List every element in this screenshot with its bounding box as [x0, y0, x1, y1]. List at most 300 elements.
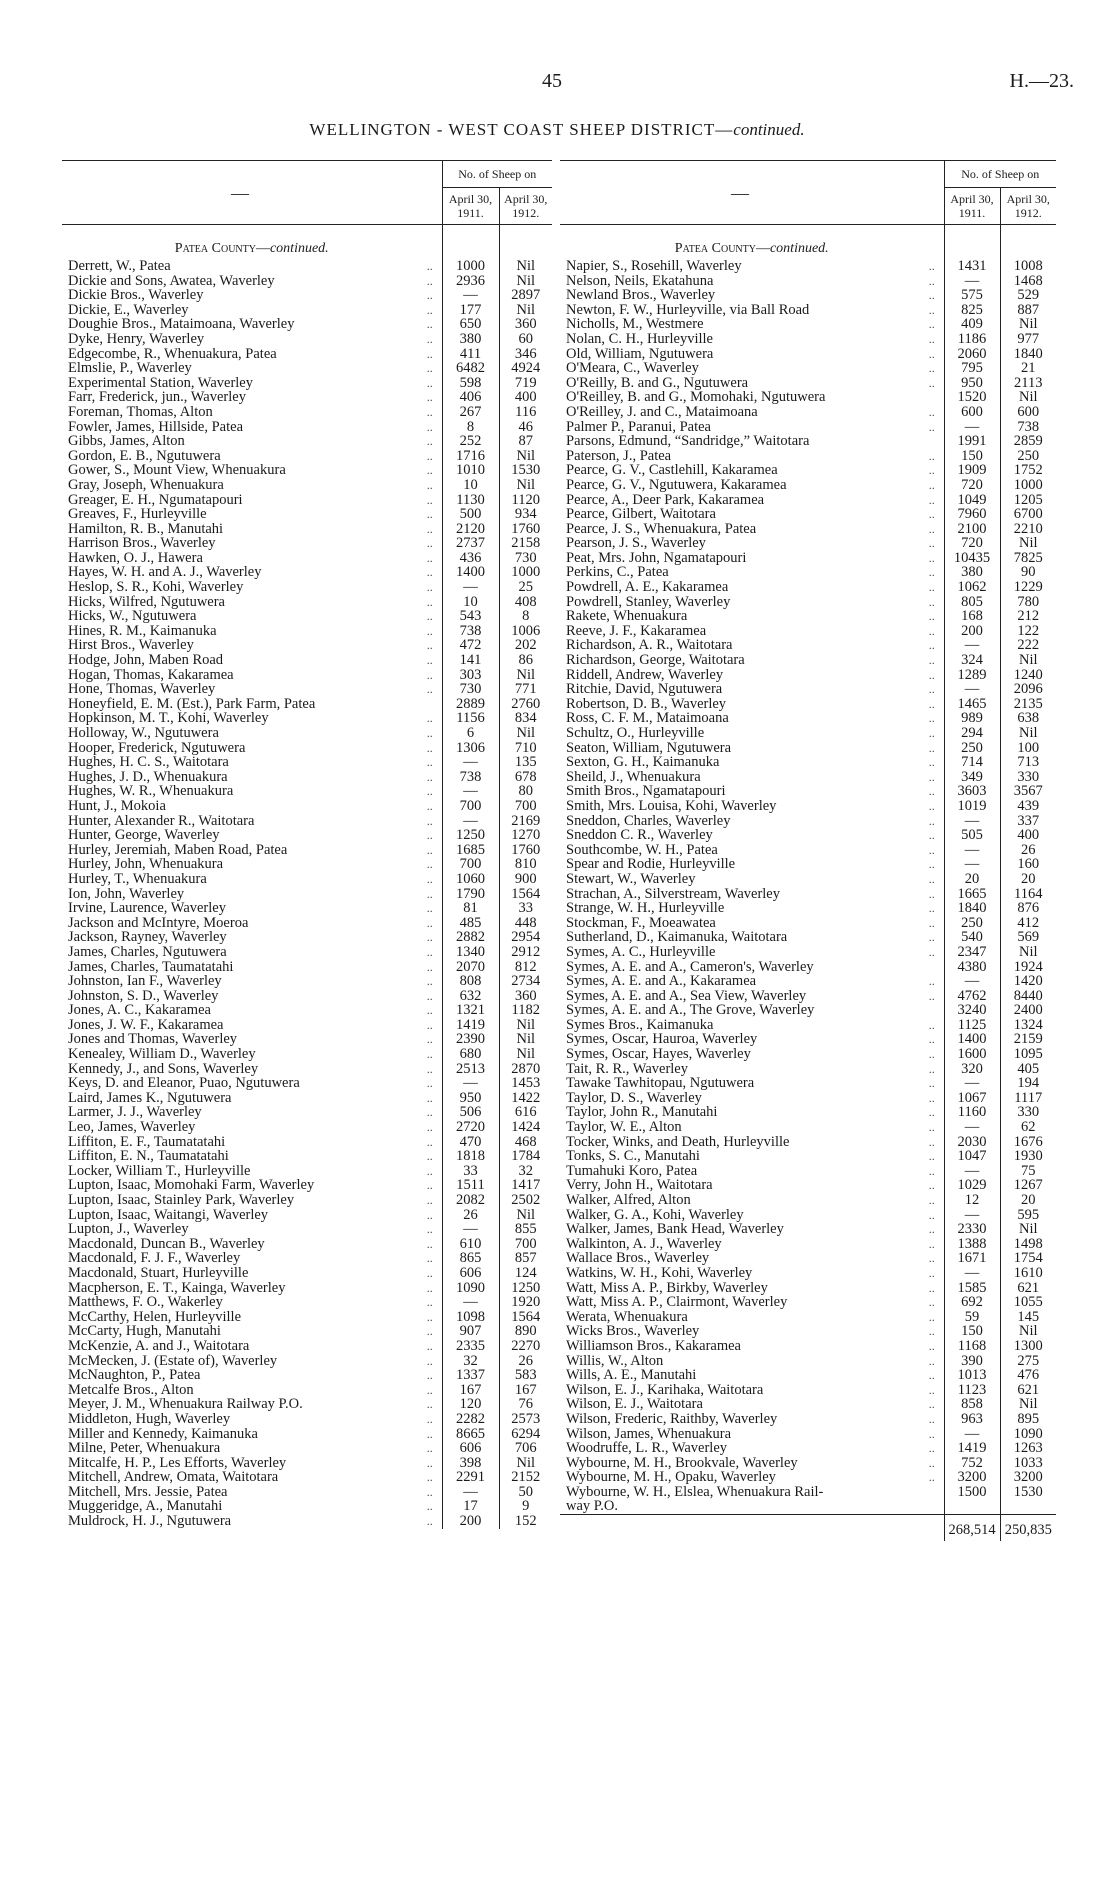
leader-dots: .. [928, 565, 935, 580]
sheep-1911: 1431 [944, 259, 1000, 274]
sheep-1912: 1453 [499, 1076, 552, 1091]
owner-name: Strachan, A., Silverstream, Waverley [566, 886, 780, 902]
leader-dots: .. [426, 1338, 433, 1353]
sheep-1911: — [944, 1266, 1000, 1281]
leader-dots: .. [426, 550, 433, 565]
sheep-1911: 2335 [442, 1339, 499, 1354]
sheep-1911: — [442, 1222, 499, 1237]
sheep-1911: 1585 [944, 1281, 1000, 1296]
sheep-1912: 1229 [1000, 580, 1056, 595]
sheep-1912: 529 [1000, 288, 1056, 303]
sheep-1911: 825 [944, 303, 1000, 318]
sheep-1911: 865 [442, 1251, 499, 1266]
leader-dots: .. [426, 273, 433, 288]
owner-name: Nelson, Neils, Ekatahuna [566, 273, 714, 289]
sheep-1911: — [944, 1076, 1000, 1091]
sheep-1911: 250 [944, 916, 1000, 931]
leader-dots: .. [426, 871, 433, 886]
table-row [62, 770, 552, 785]
sheep-1911: 680 [442, 1047, 499, 1062]
leader-dots: .. [928, 1105, 935, 1120]
table-row [560, 565, 1056, 580]
leader-dots: .. [928, 419, 935, 434]
owner-name: Foreman, Thomas, Alton [68, 404, 213, 420]
table-row [62, 274, 552, 289]
leader-dots: .. [426, 1076, 433, 1091]
sheep-1911: 543 [442, 609, 499, 624]
owner-name: Newton, F. W., Hurleyville, via Ball Road [566, 302, 810, 318]
owner-name: Jones, J. W. F., Kakaramea [68, 1017, 224, 1033]
leader-dots: .. [426, 419, 433, 434]
leader-dots: .. [928, 1120, 935, 1135]
owner-name: Hicks, W., Ngutuwera [68, 609, 197, 624]
sheep-1911: 4380 [944, 960, 1000, 975]
table-row [62, 711, 552, 726]
owner-name: Tawake Tawhitopau, Ngutuwera [566, 1076, 755, 1091]
sheep-1912: 1117 [1000, 1091, 1056, 1106]
sheep-1912: 2859 [1000, 434, 1056, 449]
table-row [560, 288, 1056, 303]
table-row [560, 1076, 1056, 1091]
sheep-1911: 2390 [442, 1032, 499, 1047]
leader-dots: .. [928, 696, 935, 711]
table-row [62, 1047, 552, 1062]
sheep-1912: 400 [499, 390, 552, 405]
sheep-1911: 81 [442, 901, 499, 916]
table-row [560, 653, 1056, 668]
table-row [62, 288, 552, 303]
owner-name: Pearce, G. V., Castlehill, Kakaramea [566, 463, 778, 478]
table-row [62, 463, 552, 478]
sheep-1912: 2734 [499, 974, 552, 989]
owner-name: Wicks Bros., Waverley [566, 1324, 700, 1339]
owner-name: Hughes, J. D., Whenuakura [68, 769, 228, 785]
owner-name: Sexton, G. H., Kaimanuka [566, 755, 720, 770]
table-row [560, 945, 1056, 960]
leader-dots: .. [426, 594, 433, 609]
table-row [62, 1368, 552, 1383]
owner-name: Mitchell, Mrs. Jessie, Patea [68, 1484, 228, 1500]
sheep-1912: 1300 [1000, 1339, 1056, 1354]
owner-name: Palmer P., Paranui, Patea [566, 419, 711, 435]
owner-name: Miller and Kennedy, Kaimanuka [68, 1426, 258, 1442]
sheep-1912: Nil [1000, 1324, 1056, 1339]
sheep-1911: 1168 [944, 1339, 1000, 1354]
table-row [62, 1135, 552, 1150]
leader-dots: .. [928, 1338, 935, 1353]
leader-dots: .. [426, 1353, 433, 1368]
leader-dots: .. [928, 609, 935, 624]
table-row [560, 1383, 1056, 1398]
table-row [560, 536, 1056, 551]
sheep-1912: 448 [499, 916, 552, 931]
sheep-1911: — [442, 755, 499, 770]
owner-name: Hogan, Thomas, Kakaramea [68, 667, 234, 683]
sheep-1911: 506 [442, 1105, 499, 1120]
leader-dots: .. [426, 653, 433, 668]
leader-dots: .. [426, 361, 433, 376]
leader-dots: .. [426, 798, 433, 813]
sheep-1911: 1098 [442, 1310, 499, 1325]
sheep-1912: 75 [1000, 1164, 1056, 1179]
owner-name: Rakete, Whenuakura [566, 609, 688, 624]
sheep-1912: 857 [499, 1251, 552, 1266]
sheep-1912: 1008 [1000, 259, 1056, 274]
owner-name: Hopkinson, M. T., Kohi, Waverley [68, 711, 269, 726]
leader-dots: .. [426, 1455, 433, 1470]
leader-dots: .. [928, 1163, 935, 1178]
sheep-1911: 989 [944, 711, 1000, 726]
table-row [62, 536, 552, 551]
leader-dots: .. [426, 463, 433, 478]
table-row [560, 887, 1056, 902]
sheep-1911: 795 [944, 361, 1000, 376]
leader-dots: .. [426, 1382, 433, 1397]
sheep-1912: 1422 [499, 1091, 552, 1106]
sheep-1912: 2502 [499, 1193, 552, 1208]
sheep-1911: 692 [944, 1295, 1000, 1310]
table-row [560, 1441, 1056, 1456]
owner-name: Taylor, W. E., Alton [566, 1120, 682, 1135]
table-row [62, 960, 552, 975]
sheep-1912: Nil [499, 259, 552, 274]
owner-name: Derrett, W., Patea [68, 259, 171, 274]
table-row [560, 1427, 1056, 1442]
owner-name: Sheild, J., Whenuakura [566, 769, 701, 785]
leader-dots: .. [426, 1207, 433, 1222]
sheep-1911: 1090 [442, 1281, 499, 1296]
sheep-1912: 876 [1000, 901, 1056, 916]
leader-dots: .. [928, 288, 935, 303]
sheep-1911: 1419 [442, 1018, 499, 1033]
leader-dots: .. [928, 1353, 935, 1368]
leader-dots: .. [928, 871, 935, 886]
owner-name: Walker, Alfred, Alton [566, 1193, 691, 1208]
owner-name: Wilson, Frederic, Raithby, Waverley [566, 1411, 778, 1427]
owner-name: Wybourne, M. H., Opaku, Waverley [566, 1470, 776, 1485]
leader-dots: .. [426, 580, 433, 595]
owner-name: Napier, S., Rosehill, Waverley [566, 259, 742, 274]
sheep-1912: 1840 [1000, 347, 1056, 362]
totals-row [560, 1515, 1056, 1542]
table-row [560, 784, 1056, 799]
sheep-1912: Nil [499, 303, 552, 318]
leader-dots: .. [426, 988, 433, 1003]
table-row [560, 1032, 1056, 1047]
leader-dots: .. [426, 1397, 433, 1412]
owner-name: Locker, William T., Hurleyville [68, 1163, 251, 1179]
leader-dots: .. [426, 1105, 433, 1120]
owner-name: Dickie Bros., Waverley [68, 288, 204, 303]
leader-dots: .. [426, 1295, 433, 1310]
leader-dots: .. [426, 434, 433, 449]
owner-name: Tait, R. R., Waverley [566, 1061, 688, 1077]
sheep-1911: — [944, 814, 1000, 829]
table-row [560, 1456, 1056, 1471]
owner-name: Johnston, Ian F., Waverley [68, 974, 222, 989]
sheep-1911: 1400 [944, 1032, 1000, 1047]
sheep-on-header: No. of Sheep on [442, 161, 552, 188]
owner-name: Ritchie, David, Ngutuwera [566, 682, 723, 697]
leader-dots: .. [928, 1382, 935, 1397]
owner-name: O'Reilley, B. and G., Momohaki, Ngutuwera [566, 390, 826, 405]
leader-dots: .. [426, 259, 433, 273]
leader-dots [418, 697, 442, 712]
table-row [560, 1120, 1056, 1135]
table-row [560, 828, 1056, 843]
leader-dots: .. [928, 740, 935, 755]
sheep-1912: 330 [1000, 1105, 1056, 1120]
sheep-1912: 330 [1000, 770, 1056, 785]
sheep-1912: 412 [1000, 916, 1056, 931]
owner-name: Gibbs, James, Alton [68, 434, 185, 449]
leader-dots: .. [928, 726, 935, 740]
table-row [62, 449, 552, 464]
leader-dots: .. [928, 1178, 935, 1193]
sheep-1911: 200 [442, 1514, 499, 1529]
table-row [62, 1120, 552, 1135]
sheep-1912: 1182 [499, 1003, 552, 1018]
sheep-1911: 1419 [944, 1441, 1000, 1456]
table-row [560, 493, 1056, 508]
total-1911: 268,514 [944, 1515, 1000, 1542]
sheep-1911: 1000 [442, 259, 499, 274]
owner-name: McCarthy, Helen, Hurleyville [68, 1309, 242, 1325]
owner-name: Nicholls, M., Westmere [566, 317, 704, 332]
sheep-1911: 738 [442, 770, 499, 785]
leader-dots: .. [928, 1265, 935, 1280]
year-1911-header: April 30, 1911. [442, 188, 499, 225]
table-row [62, 1193, 552, 1208]
sheep-1911: — [944, 857, 1000, 872]
leader-dots: .. [426, 565, 433, 580]
sheep-1911: 26 [442, 1208, 499, 1223]
leader-dots: .. [426, 1178, 433, 1193]
sheep-1912: 1090 [1000, 1427, 1056, 1442]
owner-name: Wybourne, W. H., Elslea, Whenuakura Rail- [566, 1484, 824, 1500]
leader-dots: .. [426, 711, 433, 726]
leader-dots [920, 960, 944, 975]
sheep-1911: 470 [442, 1135, 499, 1150]
leader-dots: .. [426, 638, 433, 653]
sheep-1911: 8 [442, 420, 499, 435]
leader-dots: .. [426, 886, 433, 901]
table-row [62, 799, 552, 814]
table-row [62, 595, 552, 610]
owner-name: Farr, Frederick, jun., Waverley [68, 390, 246, 405]
sheep-1912: 32 [499, 1164, 552, 1179]
owner-name: Jones and Thomas, Waverley [68, 1032, 238, 1048]
owner-name: Paterson, J., Patea [566, 448, 672, 464]
table-row [560, 1499, 1056, 1514]
sheep-1911: 720 [944, 478, 1000, 493]
sheep-1911: 1062 [944, 580, 1000, 595]
sheep-on-header: No. of Sheep on [944, 161, 1056, 188]
table-row [62, 784, 552, 799]
sheep-1912: 621 [1000, 1383, 1056, 1398]
owner-name: Lupton, Isaac, Momohaki Farm, Waverley [68, 1178, 315, 1193]
table-row [62, 1105, 552, 1120]
sheep-1912: 1752 [1000, 463, 1056, 478]
table-row [560, 1339, 1056, 1354]
sheep-1911: 632 [442, 989, 499, 1004]
table-row [560, 1368, 1056, 1383]
sheep-1912: 887 [1000, 303, 1056, 318]
table-row [560, 741, 1056, 756]
table-row [560, 857, 1056, 872]
sheep-1912: 1324 [1000, 1018, 1056, 1033]
sheep-1912: 2912 [499, 945, 552, 960]
table-row [62, 1062, 552, 1077]
table-row [560, 1251, 1056, 1266]
table-row [560, 317, 1056, 332]
sheep-1911: 1123 [944, 1383, 1000, 1398]
leader-dots: .. [928, 988, 935, 1003]
dots-column-header [920, 161, 944, 225]
owner-name: O'Reilly, B. and G., Ngutuwera [566, 375, 749, 391]
sheep-1911: — [944, 1120, 1000, 1135]
owner-name: Verry, John H., Waitotara [566, 1178, 713, 1193]
leader-dots: .. [928, 273, 935, 288]
sheep-1912: 2210 [1000, 522, 1056, 537]
table-row [560, 1485, 1056, 1500]
sheep-1912: Nil [499, 1047, 552, 1062]
sheep-1912: 706 [499, 1441, 552, 1456]
sheep-1911: 4762 [944, 989, 1000, 1004]
owner-name: Hicks, Wilfred, Ngutuwera [68, 594, 225, 610]
sheep-1911: 805 [944, 595, 1000, 610]
table-row [560, 463, 1056, 478]
sheep-1911: — [442, 784, 499, 799]
leader-dots: .. [928, 259, 935, 273]
sheep-1912: 152 [499, 1514, 552, 1529]
table-row [62, 522, 552, 537]
table-row [560, 361, 1056, 376]
table-row [560, 1397, 1056, 1412]
leader-dots: .. [928, 1090, 935, 1105]
sheep-1911: 150 [944, 449, 1000, 464]
owner-name: Honeyfield, E. M. (Est.), Park Farm, Patea [68, 696, 316, 712]
owner-name: Mitcalfe, H. P., Les Efforts, Waverley [68, 1455, 287, 1471]
sheep-1912: 46 [499, 420, 552, 435]
owner-name: McCarty, Hugh, Manutahi [68, 1324, 221, 1339]
table-row [560, 1003, 1056, 1018]
table-row [62, 945, 552, 960]
leader-dots: .. [426, 1017, 433, 1032]
leader-dots: .. [928, 477, 935, 492]
sheep-1912: 1754 [1000, 1251, 1056, 1266]
leader-dots: .. [928, 1149, 935, 1164]
owner-name: James, Charles, Ngutuwera [68, 944, 227, 960]
table-row [62, 1178, 552, 1193]
owner-name: Walker, G. A., Kohi, Waverley [566, 1207, 744, 1223]
owner-name: Wilson, E. J., Karihaka, Waitotara [566, 1382, 764, 1398]
county-heading: Patea County—continued. [674, 241, 829, 257]
owner-name: Dickie and Sons, Awatea, Waverley [68, 273, 275, 289]
table-row [62, 682, 552, 697]
leader-dots: .. [426, 740, 433, 755]
owner-name: Schultz, O., Hurleyville [566, 726, 705, 741]
table-row [560, 609, 1056, 624]
sheep-1911: 6 [442, 726, 499, 741]
sheep-1912: 1930 [1000, 1149, 1056, 1164]
leader-dots: .. [426, 375, 433, 390]
table-row [560, 770, 1056, 785]
sheep-1912: 62 [1000, 1120, 1056, 1135]
table-row [62, 638, 552, 653]
leader-dots: .. [928, 550, 935, 565]
sheep-1912: Nil [1000, 390, 1056, 405]
leader-dots: .. [928, 1411, 935, 1426]
leader-dots: .. [426, 1484, 433, 1499]
table-row [62, 843, 552, 858]
sheep-1911: 2082 [442, 1193, 499, 1208]
owner-name: Tumahuki Koro, Patea [566, 1163, 698, 1179]
leader-dots: .. [928, 331, 935, 346]
sheep-1911: 1909 [944, 463, 1000, 478]
owner-name: Symes, A. E. and A., The Grove, Waverley [566, 1003, 815, 1018]
sheep-1912: 600 [1000, 405, 1056, 420]
table-row [560, 726, 1056, 741]
sheep-1911: 2291 [442, 1470, 499, 1485]
owner-name: Liffiton, E. F., Taumatatahi [68, 1134, 226, 1150]
table-row [62, 1222, 552, 1237]
owner-name: Stewart, W., Waverley [566, 871, 696, 887]
leader-dots: .. [426, 915, 433, 930]
leader-dots: .. [928, 1455, 935, 1470]
table-row [62, 989, 552, 1004]
sheep-1912: 20 [1000, 1193, 1056, 1208]
sheep-1911: — [944, 974, 1000, 989]
sheep-1911: — [944, 682, 1000, 697]
sheep-1911: 168 [944, 609, 1000, 624]
table-row [62, 1032, 552, 1047]
sheep-1912: 1267 [1000, 1178, 1056, 1193]
sheep-1912: 360 [499, 989, 552, 1004]
leader-dots: .. [928, 623, 935, 638]
sheep-1911: 252 [442, 434, 499, 449]
table-row [560, 332, 1056, 347]
owner-name: Jackson and McIntyre, Moeroa [68, 915, 249, 931]
sheep-1911: 1049 [944, 493, 1000, 508]
sheep-1912: 771 [499, 682, 552, 697]
sheep-1911: 1685 [442, 843, 499, 858]
leader-dots: .. [928, 302, 935, 317]
leader-dots: .. [928, 317, 935, 332]
owner-name: Smith Bros., Ngamatapouri [566, 784, 726, 799]
leader-dots: .. [928, 784, 935, 799]
sheep-1911: 720 [944, 536, 1000, 551]
sheep-1911: 141 [442, 653, 499, 668]
table-row [62, 1339, 552, 1354]
sheep-1911: 1818 [442, 1149, 499, 1164]
sheep-1911: 10435 [944, 551, 1000, 566]
table-row [62, 1076, 552, 1091]
table-row [560, 1178, 1056, 1193]
leader-dots: .. [426, 1441, 433, 1456]
owner-name: Laird, James K., Ngutuwera [68, 1090, 232, 1106]
leader-dots: .. [928, 448, 935, 463]
sheep-1912: 2760 [499, 697, 552, 712]
table-row [62, 1251, 552, 1266]
owner-name: Peat, Mrs. John, Ngamatapouri [566, 550, 747, 566]
owner-name: Smith, Mrs. Louisa, Kohi, Waverley [566, 798, 777, 814]
sheep-1912: 2159 [1000, 1032, 1056, 1047]
owner-name: Hurley, John, Whenuakura [68, 857, 224, 872]
owner-name: Werata, Whenuakura [566, 1309, 688, 1325]
sheep-1911: 1186 [944, 332, 1000, 347]
sheep-1911: 411 [442, 347, 499, 362]
